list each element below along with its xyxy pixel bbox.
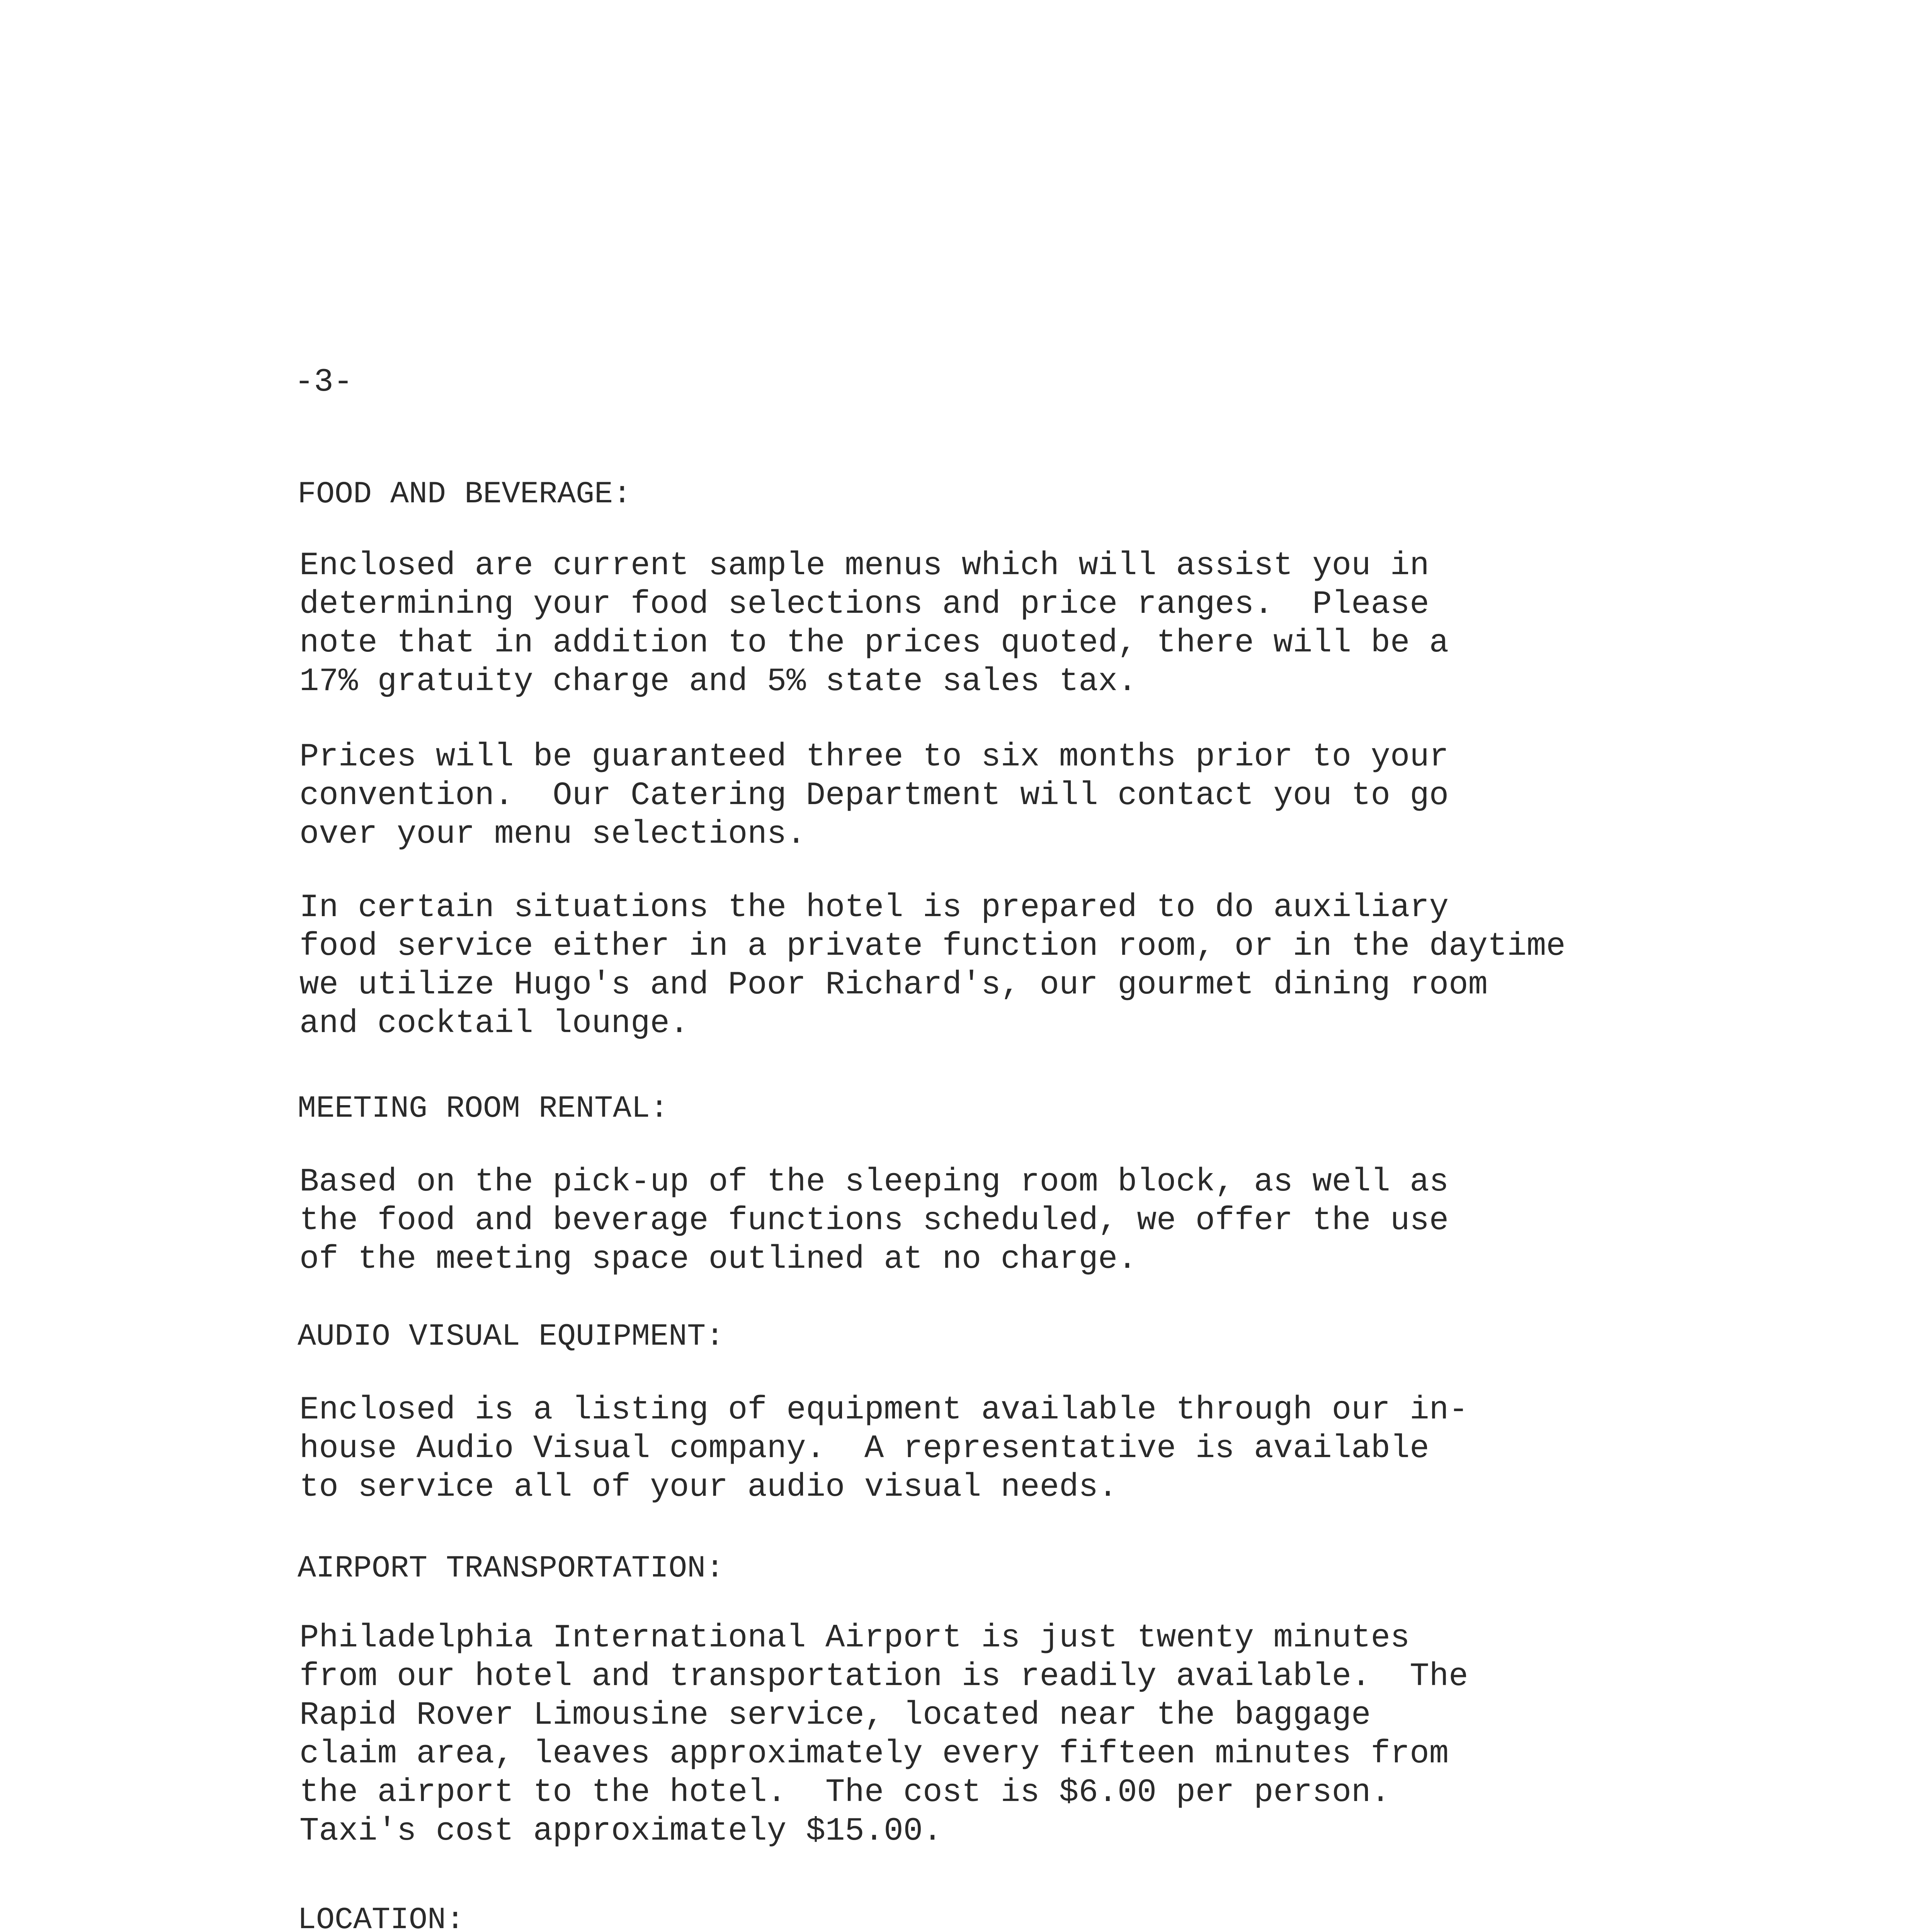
text-line: of the meeting space outlined at no charge.: [299, 1241, 1137, 1278]
paragraph-airport: [299, 1619, 1884, 1851]
section-heading-meeting-room-rental: MEETING ROOM RENTAL:: [298, 1091, 669, 1126]
paragraph-food-menus: [299, 547, 1884, 701]
text-line: over your menu selections.: [299, 816, 806, 853]
paragraph-food-auxiliary: [299, 889, 1884, 1043]
paragraph-food-prices: [299, 738, 1884, 854]
text-line: from our hotel and transportation is readily available. The: [299, 1658, 1468, 1695]
text-line: we utilize Hugo's and Poor Richard's, our gourmet dining room: [299, 967, 1488, 1003]
section-heading-food-and-beverage: FOOD AND BEVERAGE:: [298, 477, 632, 512]
section-heading-airport-transportation: AIRPORT TRANSPORTATION:: [298, 1551, 725, 1586]
text-line: Rapid Rover Limousine service, located near the baggage: [299, 1697, 1371, 1734]
text-line: Enclosed is a listing of equipment available through our in-: [299, 1392, 1468, 1429]
text-line: the airport to the hotel. The cost is $6.00 per person.: [299, 1774, 1390, 1811]
text-line: note that in addition to the prices quoted, there will be a: [299, 625, 1449, 662]
text-line: 17% gratuity charge and 5% state sales tax.: [299, 663, 1137, 700]
text-line: house Audio Visual company. A representative is available: [299, 1430, 1429, 1467]
text-line: Philadelphia International Airport is just twenty minutes: [299, 1620, 1410, 1656]
paragraph-audio-visual: [299, 1391, 1884, 1507]
text-line: to service all of your audio visual needs.: [299, 1469, 1118, 1506]
section-heading-location: LOCATION:: [298, 1903, 465, 1932]
text-line: Taxi's cost approximately $15.00.: [299, 1813, 942, 1850]
text-line: and cocktail lounge.: [299, 1005, 689, 1042]
text-line: claim area, leaves approximately every fifteen minutes from: [299, 1736, 1449, 1772]
text-line: the food and beverage functions scheduled, we offer the use: [299, 1202, 1449, 1239]
page-number: -3-: [294, 364, 353, 401]
text-line: In certain situations the hotel is prepared to do auxiliary: [299, 889, 1449, 926]
text-line: food service either in a private function room, or in the daytime: [299, 928, 1566, 965]
text-line: determining your food selections and price ranges. Please: [299, 586, 1429, 623]
text-line: Based on the pick-up of the sleeping room block, as well as: [299, 1164, 1449, 1201]
text-line: Prices will be guaranteed three to six months prior to your: [299, 739, 1449, 776]
text-line: convention. Our Catering Department will contact you to go: [299, 777, 1449, 814]
paragraph-meeting-room: [299, 1163, 1884, 1279]
text-line: Enclosed are current sample menus which will assist you in: [299, 548, 1429, 584]
section-heading-audio-visual: AUDIO VISUAL EQUIPMENT:: [298, 1319, 725, 1354]
